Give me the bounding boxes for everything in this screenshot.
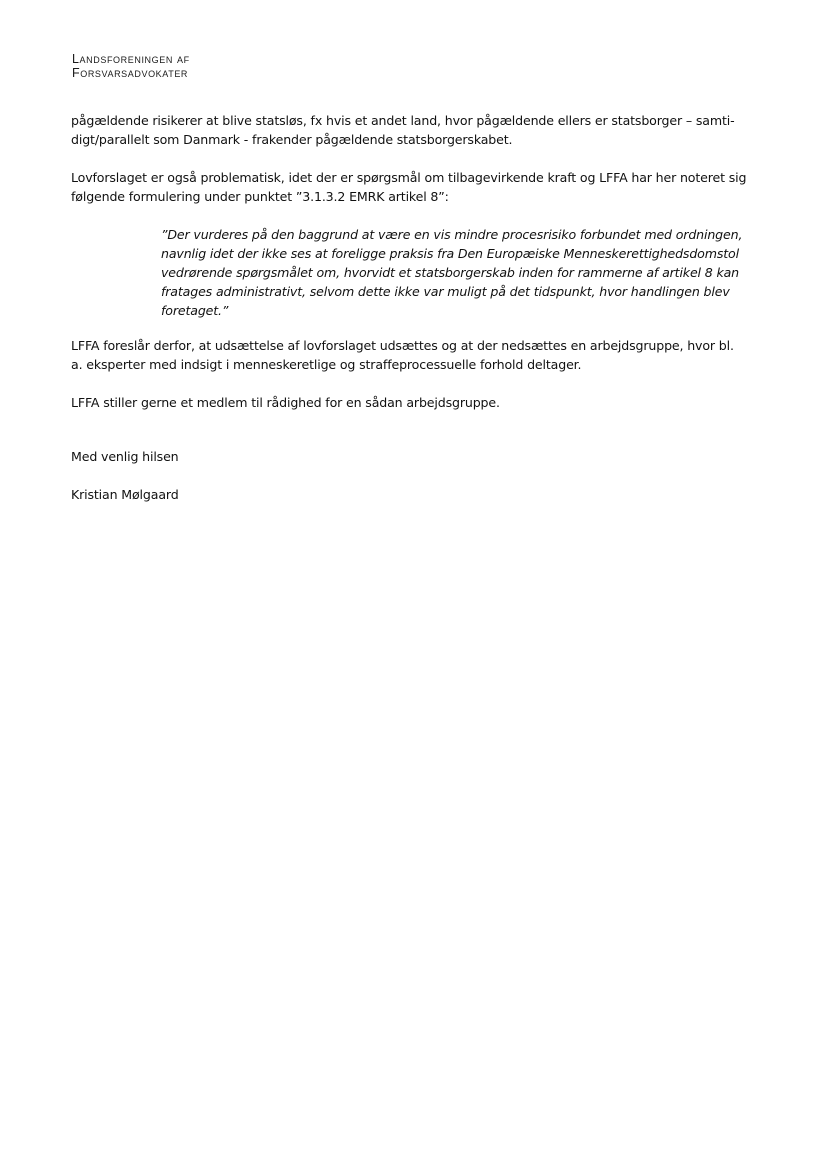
paragraph-retroactive — [71, 168, 761, 206]
paragraph-line: a. eksperter med indsigt i menneskeretlige og straffeprocessuelle forhold deltager. — [71, 357, 582, 372]
signature-name: Kristian Mølgaard — [71, 487, 179, 502]
signature — [71, 485, 761, 504]
quote-line: vedrørende spørgsmålet om, hvorvidt et statsborgerskab inden for rammerne af artikel 8 kan — [161, 265, 740, 280]
quote-line: navnlig idet der ikke ses at foreligge praksis fra Den Europæiske Menneskerettighedsdomstol — [161, 246, 739, 261]
quote-line: fratages administrativt, selvom dette ikke var muligt på det tidspunkt, hvor handlingen blev — [161, 284, 730, 299]
paragraph-line: LFFA stiller gerne et medlem til rådighed for en sådan arbejdsgruppe. — [71, 395, 500, 410]
quote-line: ”Der vurderes på den baggrund at være en vis mindre procesrisiko forbundet med ordningen, — [161, 227, 743, 242]
paragraph-line: Lovforslaget er også problematisk, idet der er spørgsmål om tilbagevirkende kraft og LFFA har her noteret sig — [71, 170, 747, 185]
closing-salutation — [71, 447, 761, 466]
paragraph-statelessness — [71, 111, 761, 149]
paragraph-offer — [71, 393, 761, 412]
letterhead — [72, 52, 190, 80]
letterhead-line-1: Landsforeningen af — [72, 52, 190, 66]
block-quote — [161, 225, 761, 320]
paragraph-line: LFFA foreslår derfor, at udsættelse af lovforslaget udsættes og at der nedsættes en arbejdsgruppe, hvor bl. — [71, 338, 734, 353]
paragraph-line: følgende formulering under punktet ”3.1.3.2 EMRK artikel 8”: — [71, 189, 449, 204]
paragraph-line: pågældende risikerer at blive statsløs, fx hvis et andet land, hvor pågældende ellers er statsborger – samti- — [71, 113, 735, 128]
paragraph-line: digt/parallelt som Danmark - frakender pågældende statsborgerskabet. — [71, 132, 513, 147]
paragraph-proposal — [71, 336, 761, 374]
letterhead-line-2: Forsvarsadvokater — [72, 66, 189, 80]
closing-text: Med venlig hilsen — [71, 449, 179, 464]
quote-line: foretaget.” — [161, 303, 229, 318]
